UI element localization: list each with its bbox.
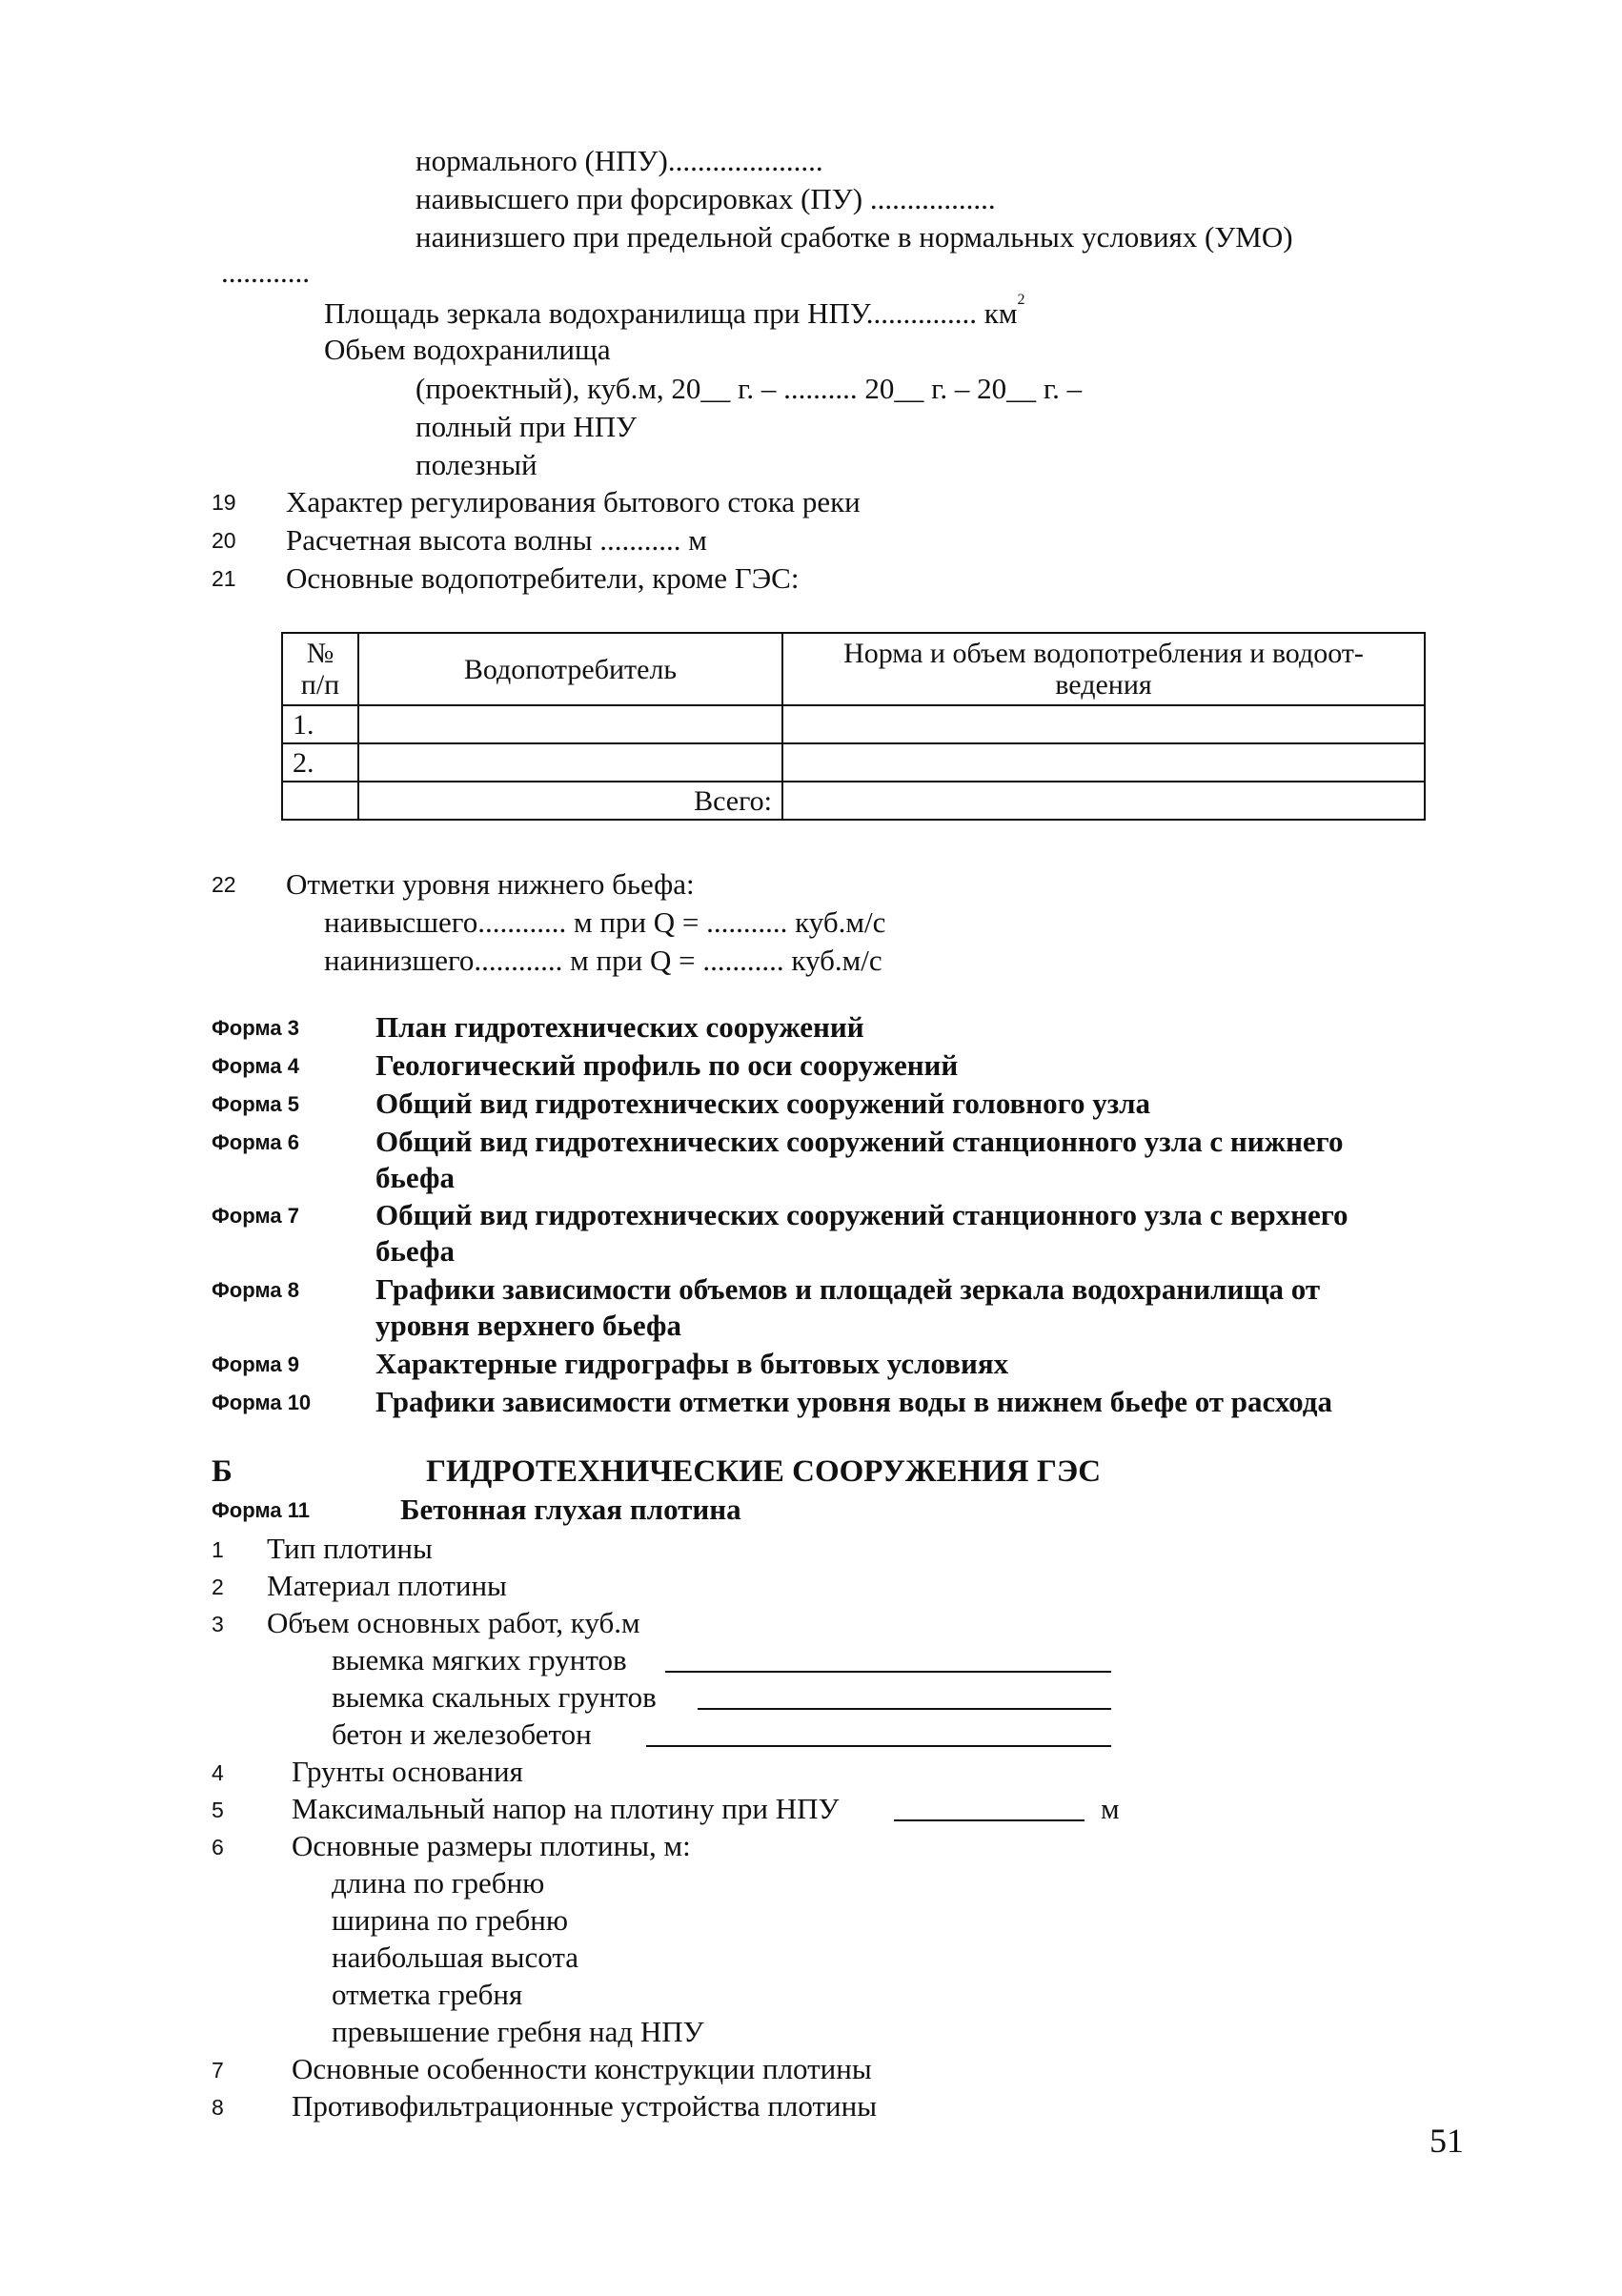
table-row bbox=[282, 743, 1425, 782]
fill-line bbox=[894, 1819, 1085, 1821]
row-norm bbox=[782, 743, 1425, 782]
row-consumer bbox=[358, 705, 782, 743]
dimension-subitem: отметка гребня bbox=[332, 1978, 523, 2011]
header-number: № п/п bbox=[282, 633, 358, 705]
volume-project: (проектный), куб.м, 20__ г. – .......... 20__ г. – 20__ г. – bbox=[416, 372, 1083, 405]
section-title: ГИДРОТЕХНИЧЕСКИЕ СООРУЖЕНИЯ ГЭС bbox=[426, 1454, 1102, 1489]
form-title: Геологический профиль по оси сооружений bbox=[375, 1048, 959, 1082]
form-title: Общий вид гидротехнических сооружений станционного узла с верхнего bbox=[375, 1198, 1348, 1231]
item-text: Противофильтрационные устройства плотины bbox=[292, 2089, 878, 2123]
item-text: Расчетная высота волны ........... м bbox=[286, 523, 707, 557]
water-consumers-table bbox=[281, 632, 1426, 821]
form-label: Форма 7 bbox=[212, 1204, 299, 1228]
item-text: Основные особенности конструкции плотины bbox=[292, 2052, 872, 2085]
head-unit: м bbox=[1101, 1792, 1120, 1825]
fill-line bbox=[665, 1671, 1111, 1673]
level-umo: наинизшего при предельной сработке в нормальных условиях (УМО) bbox=[416, 220, 1293, 254]
dimension-subitem: превышение гребня над НПУ bbox=[332, 2015, 704, 2048]
level-pu: наивысшего при форсировках (ПУ) ................. bbox=[416, 182, 996, 215]
volume-useful: полезный bbox=[416, 448, 537, 481]
volume-full: полный при НПУ bbox=[416, 410, 638, 443]
form-label: Форма 6 bbox=[212, 1130, 299, 1154]
total-label: Всего: bbox=[358, 782, 782, 820]
item-number: 4 bbox=[212, 1760, 224, 1785]
dimension-subitem: наибольшая высота bbox=[332, 1940, 579, 1974]
form-label: Форма 4 bbox=[212, 1054, 299, 1078]
item-text: Тип плотины bbox=[267, 1532, 433, 1565]
item-number: 1 bbox=[212, 1537, 224, 1562]
item-number: 21 bbox=[212, 566, 236, 591]
form-title-cont: бьефа bbox=[375, 1234, 455, 1268]
item-number: 22 bbox=[212, 872, 236, 897]
reservoir-volume: Обьем водохранилища bbox=[324, 333, 611, 366]
item-number: 6 bbox=[212, 1835, 224, 1859]
item-text: Характер регулирования бытового стока реки bbox=[286, 485, 861, 518]
reservoir-area: Площадь зеркала водохранилища при НПУ............... $км^2$ bbox=[324, 292, 1025, 330]
form-title: Общий вид гидротехнических сооружений станционного узла с нижнего bbox=[375, 1125, 1344, 1158]
form-title: План гидротехнических сооружений bbox=[375, 1010, 864, 1044]
table-header-row bbox=[282, 633, 1425, 705]
row-consumer bbox=[358, 743, 782, 782]
form-title-cont: бьефа bbox=[375, 1161, 455, 1194]
item-text: Грунты основания bbox=[292, 1755, 523, 1788]
level-umo-dots: ............ bbox=[221, 255, 310, 289]
form-label: Форма 9 bbox=[212, 1352, 299, 1376]
item-text: Объем основных работ, куб.м bbox=[267, 1606, 640, 1639]
row-number: 1. bbox=[282, 705, 358, 743]
volume-subitem: выемка мягких грунтов bbox=[332, 1643, 627, 1676]
form-title-cont: уровня верхнего бьефа bbox=[375, 1309, 681, 1342]
row-norm bbox=[782, 705, 1425, 743]
form-title: Характерные гидрографы в бытовых условиях bbox=[375, 1347, 1009, 1380]
volume-subitem: выемка скальных грунтов bbox=[332, 1680, 657, 1714]
item-text: Основные размеры плотины, м: bbox=[292, 1829, 691, 1862]
item-number: 2 bbox=[212, 1575, 224, 1599]
form-title: Графики зависимости объемов и площадей зеркала водохранилища от bbox=[375, 1272, 1321, 1306]
item-number: 19 bbox=[212, 490, 236, 515]
fill-line bbox=[698, 1708, 1111, 1710]
row-number: 2. bbox=[282, 743, 358, 782]
header-consumer: Водопотребитель bbox=[358, 633, 782, 705]
table-row bbox=[282, 705, 1425, 743]
item-text: Отметки уровня нижнего бьефа: bbox=[286, 867, 695, 901]
fill-line bbox=[646, 1745, 1111, 1747]
volume-subitem: бетон и железобетон bbox=[332, 1717, 592, 1751]
dimension-subitem: длина по гребню bbox=[332, 1866, 545, 1900]
page-number: 51 bbox=[1429, 2122, 1464, 2160]
item-text: Максимальный напор на плотину при НПУ bbox=[292, 1792, 840, 1825]
header-norm: Норма и объем водопотребления и водоот- ведения bbox=[782, 633, 1425, 705]
form-label: Форма 10 bbox=[212, 1391, 312, 1414]
level-npu: нормального (НПУ)..................... bbox=[416, 144, 823, 177]
section-letter: Б bbox=[212, 1454, 233, 1489]
form-label: Форма 5 bbox=[212, 1092, 299, 1116]
item-text: Основные водопотребители, кроме ГЭС: bbox=[286, 561, 800, 595]
table-total-row bbox=[282, 782, 1425, 820]
form-label: Форма 3 bbox=[212, 1016, 299, 1040]
tailwater-min: наинизшего............ м при Q = ........... куб.м/с bbox=[324, 944, 882, 977]
form-title: Графики зависимости отметки уровня воды в нижнем бьефе от расхода bbox=[375, 1385, 1332, 1418]
form-title: Общий вид гидротехнических сооружений головного узла bbox=[375, 1087, 1151, 1120]
item-number: 8 bbox=[212, 2095, 224, 2120]
tailwater-max: наивысшего............ м при Q = ........... куб.м/с bbox=[324, 905, 886, 939]
item-number: 7 bbox=[212, 2058, 224, 2083]
item-number: 3 bbox=[212, 1612, 224, 1636]
form-label: Форма 11 bbox=[212, 1498, 310, 1522]
form-label: Форма 8 bbox=[212, 1278, 299, 1302]
dimension-subitem: ширина по гребню bbox=[332, 1903, 568, 1937]
form-title: Бетонная глухая плотина bbox=[400, 1493, 741, 1526]
item-number: 20 bbox=[212, 528, 236, 553]
item-number: 5 bbox=[212, 1798, 224, 1822]
item-text: Материал плотины bbox=[267, 1569, 507, 1602]
